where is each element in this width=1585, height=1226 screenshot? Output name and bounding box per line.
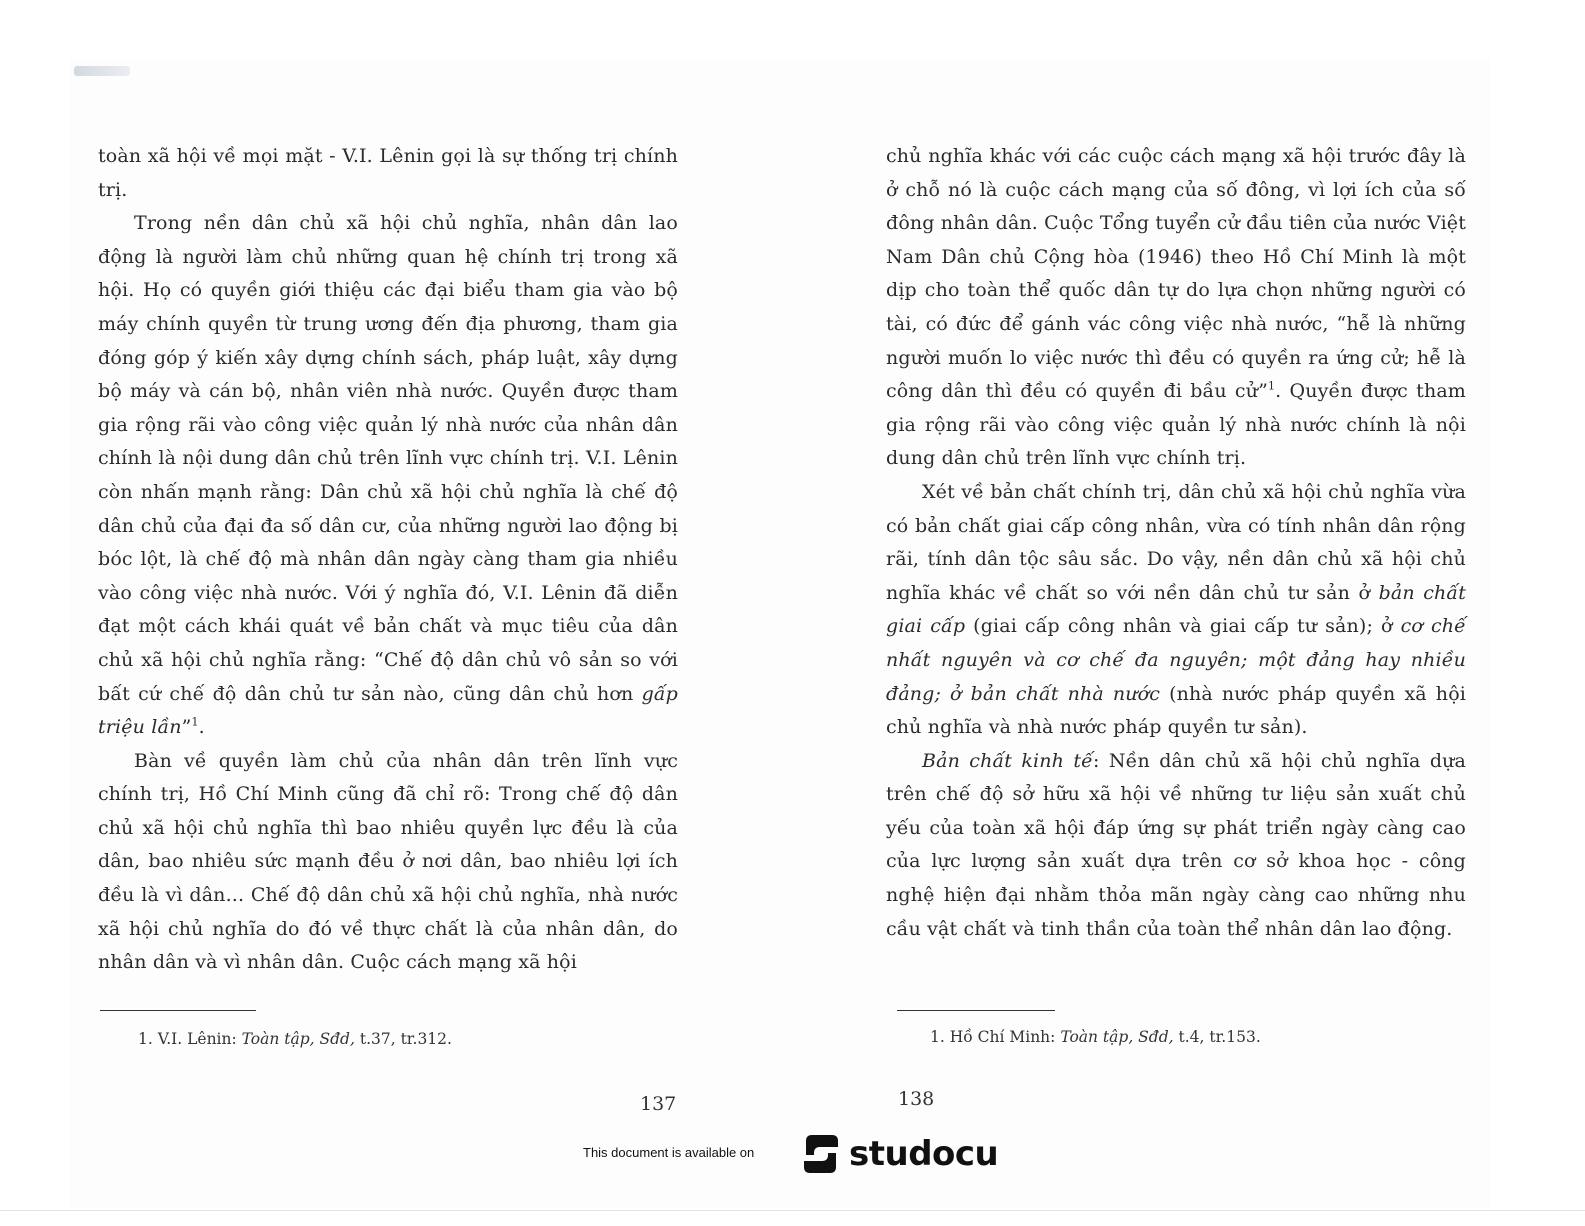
scan-smudge: [74, 66, 130, 76]
paragraph-text: Xét về bản chất chính trị, dân chủ xã hội chủ nghĩa vừa có bản chất giai cấp công nhân, vừa có tính nhân dân rộng rãi, tính dân tộc sâu sắc. Do vậy, nền dân chủ xã hội chủ nghĩa khác về chất so với nền dân chủ tư sản ở: [886, 480, 1466, 604]
left-page-number: 137: [640, 1093, 677, 1115]
left-footnote-prefix: 1. V.I. Lênin:: [138, 1030, 242, 1048]
studocu-logo-icon: [798, 1131, 844, 1177]
italic-text: cơ chế nhất nguyên và cơ chế đa nguyên; một đảng hay nhiều đảng; ở bản chất nhà nước: [886, 615, 1466, 705]
left-page: [98, 140, 678, 980]
studocu-brand-link[interactable]: [798, 1129, 998, 1179]
paragraph: [98, 745, 678, 980]
right-page-body: [886, 140, 1466, 946]
italic-text: bản chất giai cấp: [886, 581, 1467, 638]
right-page-number: 138: [898, 1088, 935, 1110]
right-footnote: [930, 1028, 1261, 1046]
paragraph-text: Bàn về quyền làm chủ của nhân dân trên lĩnh vực chính trị, Hồ Chí Minh cũng đã chỉ rõ: Trong chế độ dân chủ xã hội chủ nghĩa thì bao nhiêu quyền lực đều là của dân, bao nhiêu sức mạnh đều ở nơi dân, bao nhiêu lợi ích đều là vì dân... Chế độ dân chủ xã hội chủ nghĩa, nhà nước xã hội chủ nghĩa do đó về thực chất là của nhân dân, do nhân dân và vì nhân dân. Cuộc cách mạng xã hội: [98, 749, 678, 974]
paragraph: [886, 745, 1466, 947]
paragraph-text: toàn xã hội về mọi mặt - V.I. Lênin gọi là sự thống trị chính trị.: [98, 145, 678, 201]
left-footnote: [138, 1030, 452, 1048]
right-footnote-work: Toàn tập, Sđd,: [1060, 1028, 1174, 1046]
paragraph: [886, 140, 1466, 476]
paragraph-text: . Quyền được tham gia rộng rãi vào công việc quản lý nhà nước chính là nội dung dân chủ trên lĩnh vực chính trị.: [886, 380, 1466, 470]
right-footnote-suffix: t.4, tr.153.: [1173, 1028, 1261, 1046]
bottom-bar: [0, 1210, 1585, 1226]
paragraph-text: chủ nghĩa khác với các cuộc cách mạng xã hội trước đây là ở chỗ nó là cuộc cách mạng của số đông, vì lợi ích của số đông nhân dân. Cuộc Tổng tuyển cử đầu tiên của nước Việt Nam Dân chủ Cộng hòa (1946) theo Hồ Chí Minh là một dịp cho toàn thể quốc dân tự do lựa chọn những người có tài, có đức để gánh vác công việc nhà nước, “hễ là những người muốn lo việc nước thì đều có quyền ra ứng cử; hễ là công dân thì đều có quyền đi bầu cử”: [886, 145, 1466, 403]
left-footnote-rule: [100, 1010, 256, 1011]
paragraph-text: .: [198, 716, 205, 739]
studocu-wordmark: studocu: [849, 1134, 999, 1174]
paragraph-text: (nhà nước pháp quyền xã hội chủ nghĩa và nhà nước pháp quyền tư sản).: [886, 682, 1467, 739]
paragraph: [98, 140, 678, 207]
italic-text: gấp triệu lần: [98, 682, 678, 739]
right-footnote-prefix: 1. Hồ Chí Minh:: [930, 1028, 1061, 1046]
right-page: [886, 140, 1466, 946]
footnote-marker: 1: [191, 715, 199, 729]
paragraph-text: : Nền dân chủ xã hội chủ nghĩa dựa trên chế độ sở hữu xã hội về những tư liệu sản xuất chủ yếu của toàn xã hội đáp ứng sự phát triển ngày càng cao của lực lượng sản xuất dựa trên cơ sở khoa học - công nghệ hiện đại nhằm thỏa mãn ngày càng cao những nhu cầu vật chất và tinh thần của toàn thể nhân dân lao động.: [886, 749, 1467, 940]
paragraph-text: (giai cấp công nhân và giai cấp tư sản); ở: [965, 615, 1401, 638]
right-footnote-rule: [897, 1010, 1055, 1011]
left-footnote-work: Toàn tập, Sđd,: [241, 1030, 355, 1048]
left-page-body: [98, 140, 678, 980]
availability-text: This document is available on: [583, 1145, 755, 1160]
footnote-marker: 1: [1267, 379, 1276, 393]
left-footnote-suffix: t.37, tr.312.: [354, 1030, 452, 1048]
paragraph: [886, 476, 1466, 745]
paragraph: [98, 207, 678, 745]
italic-text: Bản chất kinh tế: [922, 749, 1094, 772]
paragraph-text: Trong nền dân chủ xã hội chủ nghĩa, nhân dân lao động là người làm chủ những quan hệ chính trị trong xã hội. Họ có quyền giới thiệu các đại biểu tham gia vào bộ máy chính quyền từ trung ương đến địa phương, tham gia đóng góp ý kiến xây dựng chính sách, pháp luật, xây dựng bộ máy và cán bộ, nhân viên nhà nước. Quyền được tham gia rộng rãi vào công việc quản lý nhà nước của nhân dân chính là nội dung dân chủ trên lĩnh vực chính trị. V.I. Lênin còn nhấn mạnh rằng: Dân chủ xã hội chủ nghĩa là chế độ dân chủ của đại đa số dân cư, của những người lao động bị bóc lột, là chế độ mà nhân dân ngày càng tham gia nhiều vào công việc nhà nước. Với ý nghĩa đó, V.I. Lênin đã diễn đạt một cách khái quát về bản chất và mục tiêu của dân chủ xã hội chủ nghĩa rằng: “Chế độ dân chủ vô sản so với bất cứ chế độ dân chủ tư sản nào, cũng dân chủ hơn: [98, 212, 678, 705]
paragraph-text: ”: [181, 716, 192, 739]
